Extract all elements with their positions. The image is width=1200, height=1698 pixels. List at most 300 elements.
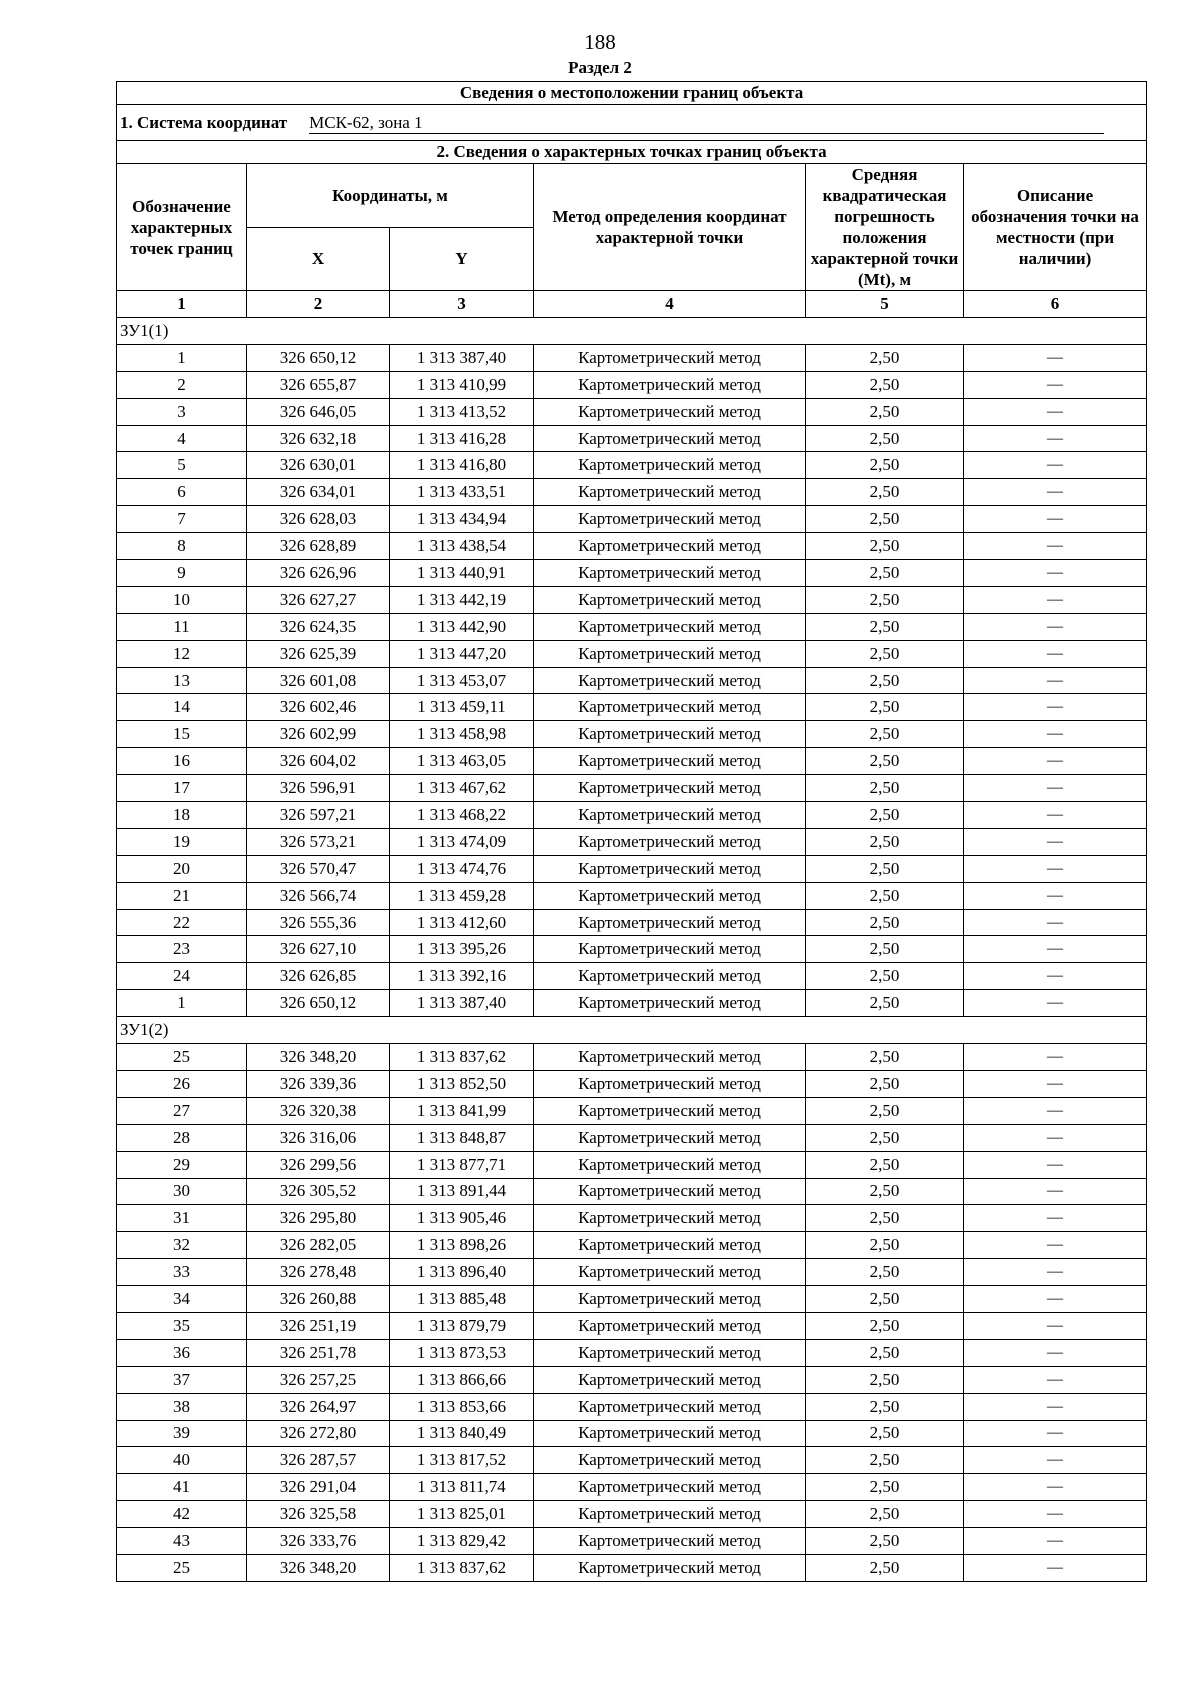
coordinate-x: 326 655,87 — [247, 371, 390, 398]
coordinate-x: 326 596,91 — [247, 775, 390, 802]
coordinate-x: 326 251,19 — [247, 1312, 390, 1339]
method: Картометрический метод — [534, 936, 806, 963]
coordinate-y: 1 313 837,62 — [390, 1044, 534, 1071]
table-row — [117, 1151, 1147, 1178]
coordinate-y: 1 313 474,09 — [390, 828, 534, 855]
method: Картометрический метод — [534, 1232, 806, 1259]
column-number: 1 — [117, 291, 247, 318]
point-number: 18 — [117, 802, 247, 829]
method: Картометрический метод — [534, 1044, 806, 1071]
description: — — [964, 667, 1147, 694]
description: — — [964, 1178, 1147, 1205]
coordinate-y: 1 313 474,76 — [390, 855, 534, 882]
coordinate-x: 326 305,52 — [247, 1178, 390, 1205]
coordinate-y: 1 313 866,66 — [390, 1366, 534, 1393]
table-row — [117, 613, 1147, 640]
description: — — [964, 1259, 1147, 1286]
description: — — [964, 1474, 1147, 1501]
error-value: 2,50 — [806, 1286, 964, 1313]
coordinate-y: 1 313 459,11 — [390, 694, 534, 721]
header-error: Средняя квадратическая погрешность положения характерной точки (Mt), м — [806, 164, 964, 291]
coordinate-x: 326 295,80 — [247, 1205, 390, 1232]
error-value: 2,50 — [806, 909, 964, 936]
table-row — [117, 398, 1147, 425]
coordinate-y: 1 313 442,19 — [390, 586, 534, 613]
table-row — [117, 1501, 1147, 1528]
description: — — [964, 1366, 1147, 1393]
description: — — [964, 1312, 1147, 1339]
coordinate-y: 1 313 458,98 — [390, 721, 534, 748]
point-number: 13 — [117, 667, 247, 694]
error-value: 2,50 — [806, 1554, 964, 1581]
error-value: 2,50 — [806, 1474, 964, 1501]
coordinate-x: 326 320,38 — [247, 1097, 390, 1124]
method: Картометрический метод — [534, 344, 806, 371]
group-label: ЗУ1(2) — [117, 1017, 1147, 1044]
method: Картометрический метод — [534, 398, 806, 425]
point-number: 39 — [117, 1420, 247, 1447]
method: Картометрический метод — [534, 371, 806, 398]
error-value: 2,50 — [806, 990, 964, 1017]
description: — — [964, 1339, 1147, 1366]
point-number: 35 — [117, 1312, 247, 1339]
error-value: 2,50 — [806, 802, 964, 829]
coordinate-x: 326 299,56 — [247, 1151, 390, 1178]
error-value: 2,50 — [806, 344, 964, 371]
method: Картометрический метод — [534, 560, 806, 587]
method: Картометрический метод — [534, 586, 806, 613]
description: — — [964, 775, 1147, 802]
coordinate-x: 326 597,21 — [247, 802, 390, 829]
coordinate-x: 326 604,02 — [247, 748, 390, 775]
point-number: 11 — [117, 613, 247, 640]
column-number-row — [117, 291, 1147, 318]
coordinate-y: 1 313 447,20 — [390, 640, 534, 667]
error-value: 2,50 — [806, 855, 964, 882]
coordinate-y: 1 313 395,26 — [390, 936, 534, 963]
point-number: 16 — [117, 748, 247, 775]
group-row — [117, 1017, 1147, 1044]
coordinate-x: 326 634,01 — [247, 479, 390, 506]
description: — — [964, 855, 1147, 882]
error-value: 2,50 — [806, 479, 964, 506]
point-number: 28 — [117, 1124, 247, 1151]
point-number: 20 — [117, 855, 247, 882]
group-row — [117, 318, 1147, 345]
coordinate-x: 326 272,80 — [247, 1420, 390, 1447]
coordinate-x: 326 570,47 — [247, 855, 390, 882]
coordinate-y: 1 313 811,74 — [390, 1474, 534, 1501]
description: — — [964, 1124, 1147, 1151]
method: Картометрический метод — [534, 748, 806, 775]
coordinate-y: 1 313 440,91 — [390, 560, 534, 587]
error-value: 2,50 — [806, 1151, 964, 1178]
error-value: 2,50 — [806, 1124, 964, 1151]
description: — — [964, 586, 1147, 613]
point-number: 9 — [117, 560, 247, 587]
coordinate-x: 326 260,88 — [247, 1286, 390, 1313]
point-number: 17 — [117, 775, 247, 802]
coordinate-y: 1 313 387,40 — [390, 344, 534, 371]
coordinate-y: 1 313 438,54 — [390, 533, 534, 560]
point-number: 3 — [117, 398, 247, 425]
description: — — [964, 1044, 1147, 1071]
coordinate-x: 326 602,99 — [247, 721, 390, 748]
error-value: 2,50 — [806, 1339, 964, 1366]
error-value: 2,50 — [806, 613, 964, 640]
point-number: 29 — [117, 1151, 247, 1178]
coordinate-y: 1 313 434,94 — [390, 506, 534, 533]
error-value: 2,50 — [806, 1420, 964, 1447]
coordinate-y: 1 313 453,07 — [390, 667, 534, 694]
coordinate-x: 326 555,36 — [247, 909, 390, 936]
table-title-row — [117, 82, 1147, 105]
coordinate-y: 1 313 896,40 — [390, 1259, 534, 1286]
description: — — [964, 371, 1147, 398]
method: Картометрический метод — [534, 1501, 806, 1528]
method: Картометрический метод — [534, 1366, 806, 1393]
coordinate-y: 1 313 905,46 — [390, 1205, 534, 1232]
point-number: 27 — [117, 1097, 247, 1124]
error-value: 2,50 — [806, 1232, 964, 1259]
description: — — [964, 533, 1147, 560]
method: Картометрический метод — [534, 855, 806, 882]
coord-system-row — [117, 105, 1147, 141]
coordinate-x: 326 650,12 — [247, 344, 390, 371]
coordinate-x: 326 650,12 — [247, 990, 390, 1017]
method: Картометрический метод — [534, 479, 806, 506]
column-number: 6 — [964, 291, 1147, 318]
coordinate-y: 1 313 413,52 — [390, 398, 534, 425]
table-row — [117, 344, 1147, 371]
method: Картометрический метод — [534, 425, 806, 452]
point-number: 42 — [117, 1501, 247, 1528]
column-number: 3 — [390, 291, 534, 318]
table-row — [117, 694, 1147, 721]
error-value: 2,50 — [806, 1044, 964, 1071]
description: — — [964, 398, 1147, 425]
point-number: 41 — [117, 1474, 247, 1501]
error-value: 2,50 — [806, 371, 964, 398]
table-row — [117, 1232, 1147, 1259]
coordinate-x: 326 264,97 — [247, 1393, 390, 1420]
table-title: Сведения о местоположении границ объекта — [117, 82, 1147, 105]
table-row — [117, 1366, 1147, 1393]
method: Картометрический метод — [534, 1554, 806, 1581]
description: — — [964, 1070, 1147, 1097]
description: — — [964, 1232, 1147, 1259]
error-value: 2,50 — [806, 1070, 964, 1097]
method: Картометрический метод — [534, 1124, 806, 1151]
description: — — [964, 613, 1147, 640]
description: — — [964, 1447, 1147, 1474]
description: — — [964, 936, 1147, 963]
coordinate-y: 1 313 877,71 — [390, 1151, 534, 1178]
description: — — [964, 640, 1147, 667]
table-row — [117, 479, 1147, 506]
coordinate-y: 1 313 853,66 — [390, 1393, 534, 1420]
coordinate-x: 326 566,74 — [247, 882, 390, 909]
description: — — [964, 1151, 1147, 1178]
header-x: X — [247, 227, 390, 291]
coordinate-x: 326 627,27 — [247, 586, 390, 613]
error-value: 2,50 — [806, 640, 964, 667]
coordinate-x: 326 339,36 — [247, 1070, 390, 1097]
coordinate-y: 1 313 433,51 — [390, 479, 534, 506]
method: Картометрический метод — [534, 828, 806, 855]
coordinate-x: 326 624,35 — [247, 613, 390, 640]
method: Картометрический метод — [534, 694, 806, 721]
error-value: 2,50 — [806, 963, 964, 990]
coordinate-y: 1 313 841,99 — [390, 1097, 534, 1124]
method: Картометрический метод — [534, 1312, 806, 1339]
description: — — [964, 1501, 1147, 1528]
method: Картометрический метод — [534, 1151, 806, 1178]
method: Картометрический метод — [534, 1528, 806, 1555]
method: Картометрический метод — [534, 1178, 806, 1205]
error-value: 2,50 — [806, 694, 964, 721]
description: — — [964, 828, 1147, 855]
point-number: 36 — [117, 1339, 247, 1366]
error-value: 2,50 — [806, 936, 964, 963]
method: Картометрический метод — [534, 882, 806, 909]
error-value: 2,50 — [806, 1205, 964, 1232]
table-row — [117, 1420, 1147, 1447]
point-number: 31 — [117, 1205, 247, 1232]
table-row — [117, 533, 1147, 560]
coordinate-y: 1 313 898,26 — [390, 1232, 534, 1259]
error-value: 2,50 — [806, 452, 964, 479]
page-number: 188 — [584, 30, 616, 54]
coordinate-y: 1 313 387,40 — [390, 990, 534, 1017]
coordinate-y: 1 313 848,87 — [390, 1124, 534, 1151]
description: — — [964, 506, 1147, 533]
description: — — [964, 1097, 1147, 1124]
description: — — [964, 1554, 1147, 1581]
coordinate-y: 1 313 825,01 — [390, 1501, 534, 1528]
coordinate-y: 1 313 879,79 — [390, 1312, 534, 1339]
coordinate-x: 326 348,20 — [247, 1554, 390, 1581]
coordinate-y: 1 313 852,50 — [390, 1070, 534, 1097]
method: Картометрический метод — [534, 667, 806, 694]
table-row — [117, 963, 1147, 990]
coord-system-value: МСК-62, зона 1 — [309, 113, 1104, 134]
description: — — [964, 721, 1147, 748]
table-row — [117, 1124, 1147, 1151]
table-row — [117, 1528, 1147, 1555]
coordinate-x: 326 628,89 — [247, 533, 390, 560]
points-title-row — [117, 141, 1147, 164]
error-value: 2,50 — [806, 586, 964, 613]
point-number: 15 — [117, 721, 247, 748]
table-row — [117, 1312, 1147, 1339]
table-row — [117, 1044, 1147, 1071]
coordinate-x: 326 626,85 — [247, 963, 390, 990]
coordinate-x: 326 325,58 — [247, 1501, 390, 1528]
method: Картометрический метод — [534, 1097, 806, 1124]
coord-system-cell — [117, 105, 1147, 141]
method: Картометрический метод — [534, 963, 806, 990]
error-value: 2,50 — [806, 1312, 964, 1339]
method: Картометрический метод — [534, 1205, 806, 1232]
point-number: 26 — [117, 1070, 247, 1097]
coordinate-y: 1 313 416,80 — [390, 452, 534, 479]
coordinate-y: 1 313 416,28 — [390, 425, 534, 452]
method: Картометрический метод — [534, 1286, 806, 1313]
coordinate-x: 326 291,04 — [247, 1474, 390, 1501]
error-value: 2,50 — [806, 828, 964, 855]
method: Картометрический метод — [534, 1070, 806, 1097]
point-number: 43 — [117, 1528, 247, 1555]
method: Картометрический метод — [534, 1447, 806, 1474]
description: — — [964, 694, 1147, 721]
header-point-designation: Обозначение характерных точек границ — [117, 164, 247, 291]
point-number: 38 — [117, 1393, 247, 1420]
method: Картометрический метод — [534, 533, 806, 560]
group-label: ЗУ1(1) — [117, 318, 1147, 345]
description: — — [964, 1286, 1147, 1313]
method: Картометрический метод — [534, 1420, 806, 1447]
coordinate-y: 1 313 459,28 — [390, 882, 534, 909]
point-number: 1 — [117, 990, 247, 1017]
coordinate-x: 326 627,10 — [247, 936, 390, 963]
coordinate-x: 326 287,57 — [247, 1447, 390, 1474]
table-row — [117, 1447, 1147, 1474]
coordinate-y: 1 313 410,99 — [390, 371, 534, 398]
error-value: 2,50 — [806, 560, 964, 587]
point-number: 32 — [117, 1232, 247, 1259]
point-number: 40 — [117, 1447, 247, 1474]
coordinate-y: 1 313 442,90 — [390, 613, 534, 640]
method: Картометрический метод — [534, 1474, 806, 1501]
coordinate-y: 1 313 837,62 — [390, 1554, 534, 1581]
point-number: 25 — [117, 1044, 247, 1071]
coord-system-label: 1. Система координат — [120, 112, 288, 132]
table-row — [117, 909, 1147, 936]
coordinate-x: 326 632,18 — [247, 425, 390, 452]
description: — — [964, 1205, 1147, 1232]
section-title: Раздел 2 — [568, 58, 632, 77]
table-row — [117, 1393, 1147, 1420]
coordinate-x: 326 625,39 — [247, 640, 390, 667]
coordinate-x: 326 626,96 — [247, 560, 390, 587]
description: — — [964, 479, 1147, 506]
coordinate-x: 326 573,21 — [247, 828, 390, 855]
table-row — [117, 560, 1147, 587]
error-value: 2,50 — [806, 1097, 964, 1124]
coordinate-x: 326 601,08 — [247, 667, 390, 694]
table-row — [117, 1554, 1147, 1581]
method: Картометрический метод — [534, 613, 806, 640]
description: — — [964, 990, 1147, 1017]
points-title: 2. Сведения о характерных точках границ объекта — [117, 141, 1147, 164]
point-number: 22 — [117, 909, 247, 936]
description: — — [964, 963, 1147, 990]
header-description: Описание обозначения точки на местности (при наличии) — [964, 164, 1147, 291]
coordinate-x: 326 278,48 — [247, 1259, 390, 1286]
column-number: 2 — [247, 291, 390, 318]
method: Картометрический метод — [534, 990, 806, 1017]
table-row — [117, 748, 1147, 775]
point-number: 25 — [117, 1554, 247, 1581]
coordinate-y: 1 313 468,22 — [390, 802, 534, 829]
description: — — [964, 802, 1147, 829]
description: — — [964, 425, 1147, 452]
table-row — [117, 586, 1147, 613]
table-row — [117, 1205, 1147, 1232]
point-number: 7 — [117, 506, 247, 533]
point-number: 2 — [117, 371, 247, 398]
description: — — [964, 882, 1147, 909]
point-number: 8 — [117, 533, 247, 560]
description: — — [964, 344, 1147, 371]
coordinate-x: 326 630,01 — [247, 452, 390, 479]
method: Картометрический метод — [534, 1259, 806, 1286]
coordinate-y: 1 313 463,05 — [390, 748, 534, 775]
point-number: 37 — [117, 1366, 247, 1393]
point-number: 34 — [117, 1286, 247, 1313]
point-number: 12 — [117, 640, 247, 667]
table-row — [117, 775, 1147, 802]
error-value: 2,50 — [806, 882, 964, 909]
header-method: Метод определения координат характерной точки — [534, 164, 806, 291]
error-value: 2,50 — [806, 1528, 964, 1555]
error-value: 2,50 — [806, 748, 964, 775]
method: Картометрический метод — [534, 802, 806, 829]
point-number: 1 — [117, 344, 247, 371]
table-row — [117, 640, 1147, 667]
point-number: 14 — [117, 694, 247, 721]
table-row — [117, 1097, 1147, 1124]
column-number: 4 — [534, 291, 806, 318]
coordinate-y: 1 313 891,44 — [390, 1178, 534, 1205]
coordinate-x: 326 628,03 — [247, 506, 390, 533]
coordinate-y: 1 313 840,49 — [390, 1420, 534, 1447]
coordinate-y: 1 313 392,16 — [390, 963, 534, 990]
error-value: 2,50 — [806, 425, 964, 452]
coordinate-x: 326 282,05 — [247, 1232, 390, 1259]
error-value: 2,50 — [806, 506, 964, 533]
point-number: 4 — [117, 425, 247, 452]
column-number: 5 — [806, 291, 964, 318]
description: — — [964, 748, 1147, 775]
coordinate-y: 1 313 467,62 — [390, 775, 534, 802]
boundary-table — [116, 81, 1147, 1582]
description: — — [964, 560, 1147, 587]
coordinate-y: 1 313 817,52 — [390, 1447, 534, 1474]
table-row — [117, 667, 1147, 694]
coordinate-y: 1 313 829,42 — [390, 1528, 534, 1555]
table-row — [117, 506, 1147, 533]
method: Картометрический метод — [534, 1393, 806, 1420]
table-row — [117, 371, 1147, 398]
header-row-1 — [117, 164, 1147, 228]
error-value: 2,50 — [806, 1178, 964, 1205]
description: — — [964, 452, 1147, 479]
coordinate-x: 326 251,78 — [247, 1339, 390, 1366]
table-row — [117, 1286, 1147, 1313]
coordinate-x: 326 602,46 — [247, 694, 390, 721]
method: Картометрический метод — [534, 775, 806, 802]
method: Картометрический метод — [534, 506, 806, 533]
description: — — [964, 909, 1147, 936]
error-value: 2,50 — [806, 721, 964, 748]
description: — — [964, 1420, 1147, 1447]
coordinate-y: 1 313 412,60 — [390, 909, 534, 936]
description: — — [964, 1393, 1147, 1420]
method: Картометрический метод — [534, 721, 806, 748]
coordinate-y: 1 313 873,53 — [390, 1339, 534, 1366]
